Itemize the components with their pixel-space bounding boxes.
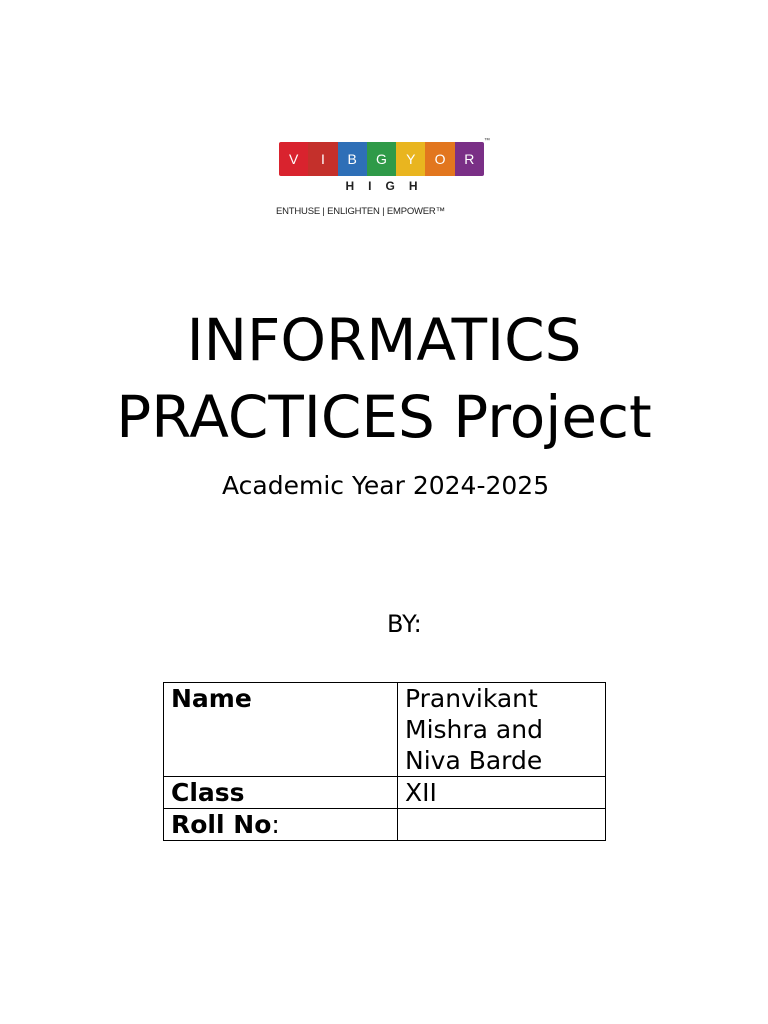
roll-no-label-cell <box>164 809 398 841</box>
logo-letter: Y <box>396 142 425 176</box>
logo-color-bar <box>279 142 484 176</box>
table-row-name <box>164 683 606 777</box>
student-info-table <box>163 682 606 841</box>
logo-tagline: ENTHUSE | ENLIGHTEN | EMPOWER™ <box>276 206 445 217</box>
roll-no-label: Roll No <box>171 810 272 839</box>
name-value-cell <box>398 683 606 777</box>
logo-letter: V <box>279 142 308 176</box>
name-value-line-1: Pranvikant <box>405 684 538 713</box>
logo-letter: R <box>455 142 484 176</box>
table-row-class <box>164 777 606 809</box>
document-title <box>0 302 768 456</box>
roll-no-colon: : <box>271 810 280 839</box>
table-row-roll-no <box>164 809 606 841</box>
class-label-cell: Class <box>164 777 398 809</box>
academic-year: Academic Year 2024-2025 <box>222 471 550 500</box>
name-value-line-2: Mishra and <box>405 715 543 744</box>
logo-letter: G <box>367 142 396 176</box>
title-line-2: PRACTICES Project <box>116 383 652 451</box>
roll-no-value-cell <box>398 809 606 841</box>
school-logo <box>276 138 496 226</box>
logo-letter: B <box>338 142 367 176</box>
name-value-line-3: Niva Barde <box>405 746 543 775</box>
title-line-1: INFORMATICS <box>186 306 582 374</box>
by-label: BY: <box>387 610 422 638</box>
logo-letter: I <box>308 142 337 176</box>
logo-letter: O <box>425 142 454 176</box>
class-value-cell: XII <box>398 777 606 809</box>
logo-school-word: HIGH <box>345 179 432 193</box>
logo-trademark: ™ <box>484 138 490 144</box>
name-label-cell: Name <box>164 683 398 777</box>
